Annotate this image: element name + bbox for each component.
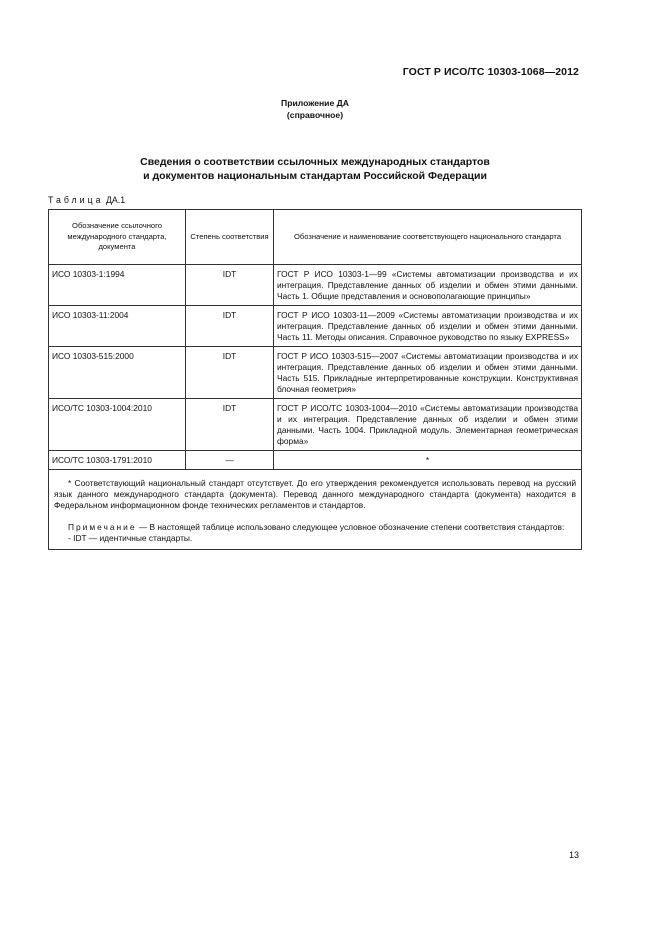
note-label: Примечание: [68, 522, 137, 532]
appendix-subtitle: (справочное): [286, 109, 344, 120]
reference-cell: ИСО/ТС 10303-1004:2010: [49, 399, 186, 451]
national-standard-cell: ГОСТ Р ИСО 10303-11—2009 «Системы автоматизации производства и их интеграция. Представление данных об изделии и обмен этими данными. Часть 11. Методы описания. Справочное руководство по языку EXPRESS»: [274, 306, 582, 347]
page-title: [0, 155, 630, 183]
appendix-title: Приложение ДА: [281, 98, 349, 108]
document-code: ГОСТ Р ИСО/ТС 10303-1068—2012: [402, 66, 579, 78]
table-header-row: [49, 210, 582, 265]
page-title-line-1: Сведения о соответствии ссылочных международных стандартов: [140, 156, 490, 168]
page-title-line-2: и документов национальным стандартам Российской Федерации: [143, 170, 487, 182]
table-notes-row: [49, 470, 582, 550]
page-number: 13: [568, 850, 579, 860]
reference-cell: ИСО 10303-515:2000: [49, 347, 186, 399]
header-national-standard: Обозначение и наименование соответствующего национального стандарта: [274, 210, 582, 265]
correspondence-table: [48, 209, 582, 550]
table-row: [49, 265, 582, 306]
header-degree: Степень соответствия: [186, 210, 274, 265]
table-caption-label: Таблица: [48, 195, 104, 205]
table-row: [49, 306, 582, 347]
note-item: - IDT — идентичные стандарты.: [68, 533, 193, 543]
reference-cell: ИСО/ТС 10303-1791:2010: [49, 451, 186, 470]
footnote: * Соответствующий национальный стандарт отсутствует. До его утверждения рекомендуется использовать перевод на русский язык данного международного стандарта (документа). Перевод данного международного стандарта (документа) находится в Федеральном информационном фонде технических регламентов и стандартов.: [54, 478, 576, 510]
table-row: [49, 451, 582, 470]
national-standard-cell: *: [274, 451, 582, 470]
national-standard-cell: ГОСТ Р ИСО 10303-1—99 «Системы автоматизации производства и их интеграция. Представление данных об изделии и обмен этими данными. Часть 1. Общие представления и основополагающие принципы»: [274, 265, 582, 306]
reference-cell: ИСО 10303-11:2004: [49, 306, 186, 347]
degree-cell: IDT: [186, 347, 274, 399]
table-row: [49, 399, 582, 451]
degree-cell: IDT: [186, 265, 274, 306]
table-notes: [49, 470, 582, 550]
appendix-heading: [0, 98, 630, 121]
header-reference-standard: Обозначение ссылочного международного стандарта, документа: [49, 210, 186, 265]
reference-cell: ИСО 10303-1:1994: [49, 265, 186, 306]
table-row: [49, 347, 582, 399]
table-caption: [48, 195, 125, 206]
degree-cell: IDT: [186, 306, 274, 347]
national-standard-cell: ГОСТ Р ИСО/ТС 10303-1004—2010 «Системы автоматизации производства и их интеграция. Представление данных об изделии и обмен этими данными. Часть 1004. Прикладной модуль. Элементарная геометрическая форма»: [274, 399, 582, 451]
note-text: — В настоящей таблице использовано следующее условное обозначение степени соответствия стандартов:: [138, 522, 565, 532]
degree-cell: —: [186, 451, 274, 470]
note: [54, 522, 576, 533]
table-caption-number: ДА.1: [105, 195, 126, 205]
degree-cell: IDT: [186, 399, 274, 451]
national-standard-cell: ГОСТ Р ИСО 10303-515—2007 «Системы автоматизации производства и их интеграция. Представление данных об изделии и обмен этими данными. Часть 515. Прикладные интерпретированные конструкции. Конструктивная блочная геометрия»: [274, 347, 582, 399]
